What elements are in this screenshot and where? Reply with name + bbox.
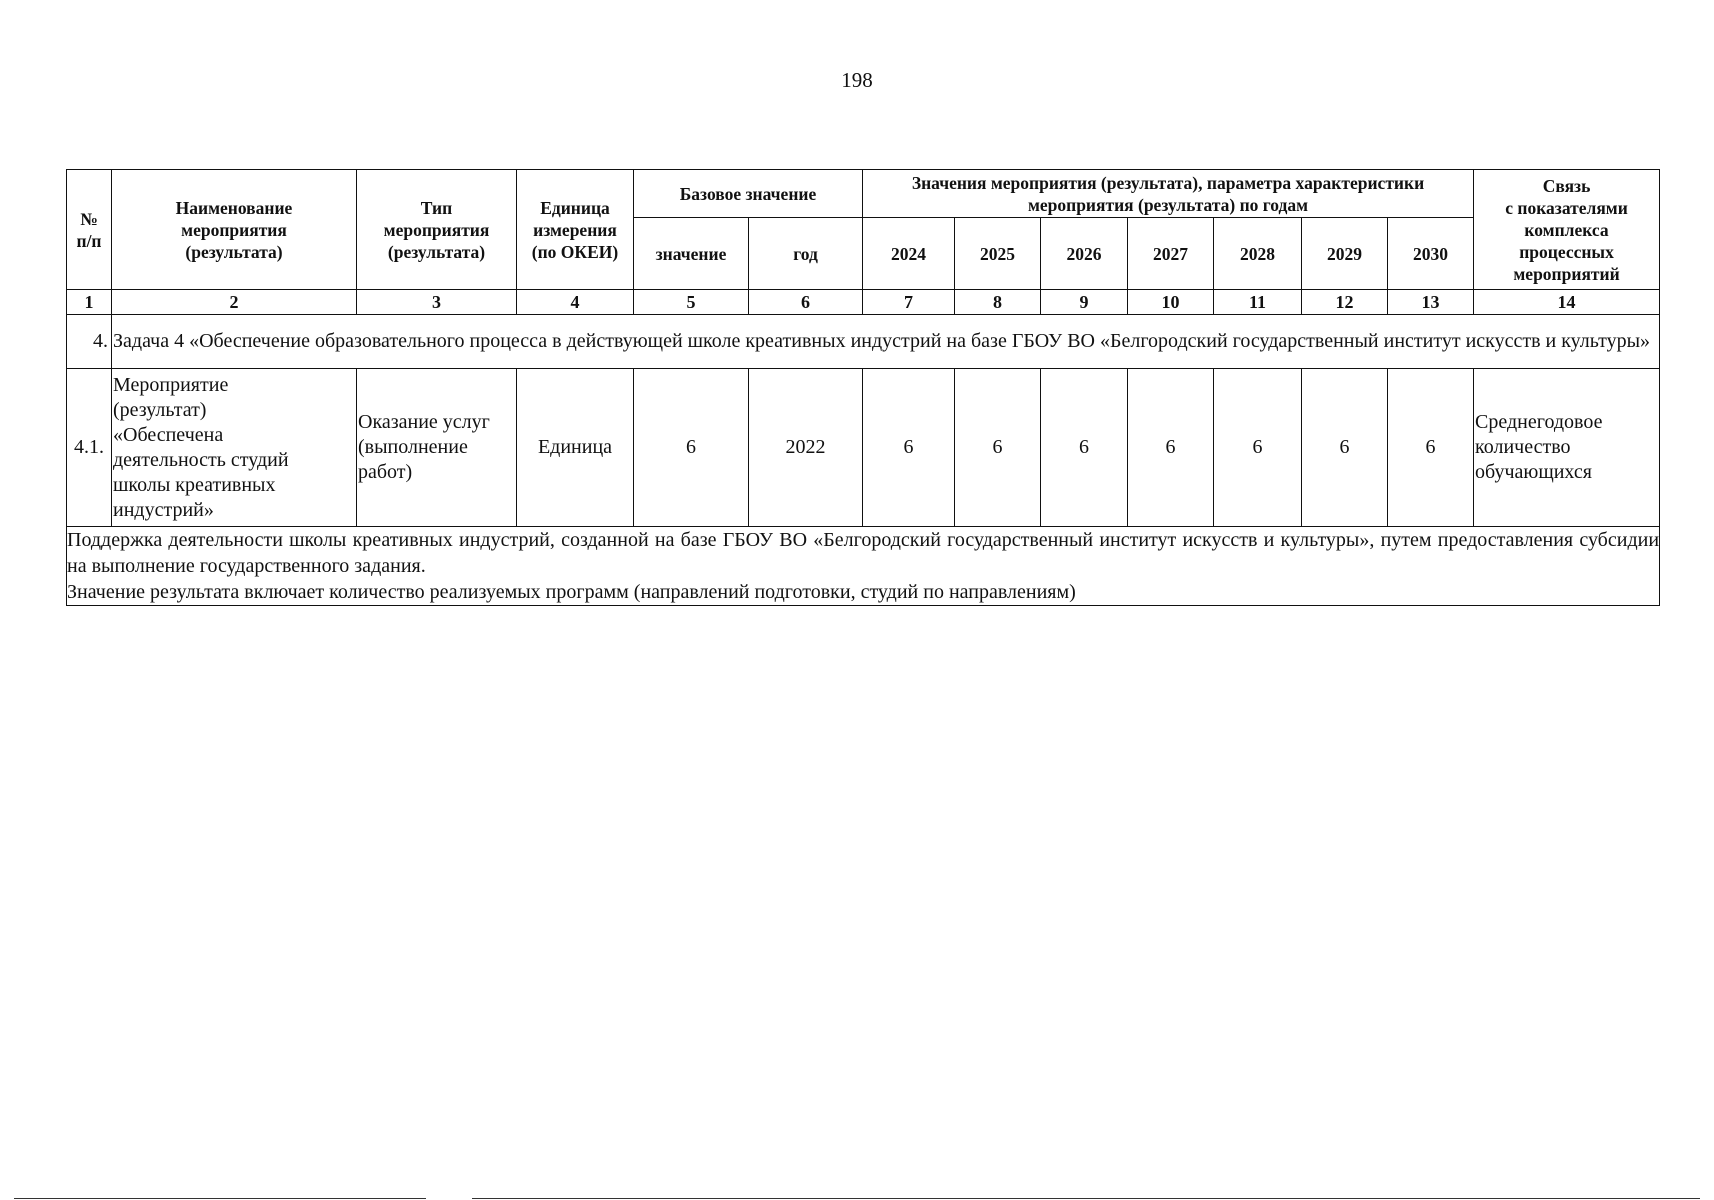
header-base-value: значение	[634, 218, 749, 290]
column-number: 5	[634, 290, 749, 315]
item-base-value: 6	[634, 369, 749, 527]
header-year: 2027	[1128, 218, 1214, 290]
results-table	[66, 169, 1660, 606]
header-base: Базовое значение	[634, 170, 863, 218]
column-number: 14	[1474, 290, 1660, 315]
header-num: № п/п	[67, 170, 112, 290]
header-type: Тип мероприятия (результата)	[357, 170, 517, 290]
header-year: 2029	[1302, 218, 1388, 290]
footer-rule-right	[472, 1198, 1700, 1199]
column-numbers-row	[67, 290, 1660, 315]
item-year-value: 6	[1388, 369, 1474, 527]
item-year-value: 6	[1214, 369, 1302, 527]
note-cell	[67, 527, 1660, 606]
header-year: 2025	[955, 218, 1041, 290]
column-number: 10	[1128, 290, 1214, 315]
table-row	[67, 369, 1660, 527]
header-values: Значения мероприятия (результата), параметра характеристики мероприятия (результата) по годам	[863, 170, 1474, 218]
item-number: 4.1.	[67, 369, 112, 527]
item-type: Оказание услуг (выполнение работ)	[357, 369, 517, 527]
column-number: 8	[955, 290, 1041, 315]
item-base-year: 2022	[749, 369, 863, 527]
footer-rule-left	[14, 1198, 426, 1199]
header-unit: Единица измерения (по ОКЕИ)	[517, 170, 634, 290]
column-number: 3	[357, 290, 517, 315]
column-number: 12	[1302, 290, 1388, 315]
item-year-value: 6	[955, 369, 1041, 527]
note-row	[67, 527, 1660, 606]
task-number: 4.	[67, 315, 112, 369]
header-year: 2030	[1388, 218, 1474, 290]
column-number: 2	[112, 290, 357, 315]
column-number: 4	[517, 290, 634, 315]
column-number: 13	[1388, 290, 1474, 315]
item-year-value: 6	[1302, 369, 1388, 527]
header-name: Наименование мероприятия (результата)	[112, 170, 357, 290]
item-year-value: 6	[863, 369, 955, 527]
task-row	[67, 315, 1660, 369]
item-year-value: 6	[1128, 369, 1214, 527]
task-text: Задача 4 «Обеспечение образовательного процесса в действующей школе креативных индустрий на базе ГБОУ ВО «Белгородский государственный институт искусств и культуры»	[112, 315, 1660, 369]
item-year-value: 6	[1041, 369, 1128, 527]
header-base-year: год	[749, 218, 863, 290]
header-year: 2028	[1214, 218, 1302, 290]
column-number: 7	[863, 290, 955, 315]
column-number: 9	[1041, 290, 1128, 315]
note-line-2: Значение результата включает количество реализуемых программ (направлений подготовки, студий по направлениям)	[67, 581, 1076, 603]
header-year: 2024	[863, 218, 955, 290]
note-line-1: Поддержка деятельности школы креативных индустрий, созданной на базе ГБОУ ВО «Белгородский государственный институт искусств и культуры», путем предоставления субсидии на выполнение государственного задания.	[67, 529, 1660, 577]
header-link: Связь с показателями комплекса процессных мероприятий	[1474, 170, 1660, 290]
column-number: 6	[749, 290, 863, 315]
item-unit: Единица	[517, 369, 634, 527]
item-name: Мероприятие (результат) «Обеспечена деятельность студий школы креативных индустрий»	[112, 369, 357, 527]
column-number: 1	[67, 290, 112, 315]
column-number: 11	[1214, 290, 1302, 315]
header-year: 2026	[1041, 218, 1128, 290]
item-link: Среднегодовое количество обучающихся	[1474, 369, 1660, 527]
page-number: 198	[841, 68, 873, 92]
